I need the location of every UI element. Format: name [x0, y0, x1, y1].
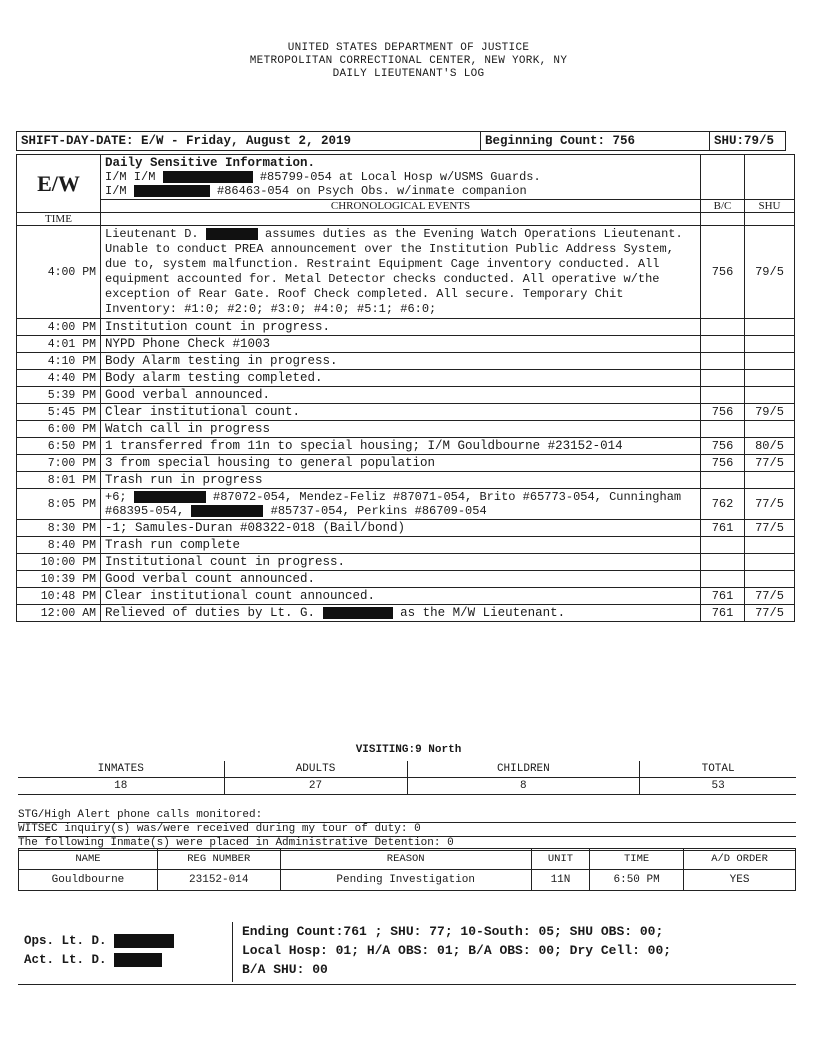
divider [18, 984, 796, 985]
entry-shu [745, 336, 795, 353]
visiting-value: 53 [640, 778, 796, 795]
document-header [0, 42, 817, 81]
entry-time: 8:01 PM [17, 472, 101, 489]
entry-bc [701, 387, 745, 404]
entry-shu: 80/5 [745, 438, 795, 455]
act-lieutenant: Act. Lt. D. [24, 953, 107, 967]
admin-header: UNIT [531, 849, 589, 870]
entry-text: as the M/W Lieutenant. [400, 606, 566, 620]
log-entry [17, 554, 795, 571]
entry-shu: 77/5 [745, 588, 795, 605]
log-entry [17, 588, 795, 605]
log-entry [17, 537, 795, 554]
redaction [191, 505, 263, 517]
sensitive-line2-pre: I/M [105, 184, 127, 198]
witsec-note: WITSEC inquiry(s) was/were received during my tour of duty: 0 [18, 823, 796, 837]
shift-code: E/W [37, 170, 80, 196]
redaction [206, 228, 258, 240]
redaction [114, 953, 162, 967]
visiting-value: 8 [407, 778, 640, 795]
entry-bc [701, 421, 745, 438]
entry-text: Institution count in progress. [101, 319, 701, 336]
entry-bc: 756 [701, 226, 745, 319]
beginning-count: Beginning Count: 756 [481, 132, 710, 151]
entry-text-pre: +6; [105, 490, 127, 504]
admin-cell: Gouldbourne [19, 870, 158, 891]
entry-bc: 761 [701, 605, 745, 622]
entry-time: 8:40 PM [17, 537, 101, 554]
entry-text: Trash run in progress [101, 472, 701, 489]
entry-bc [701, 472, 745, 489]
log-entry [17, 455, 795, 472]
log-entry [17, 353, 795, 370]
entry-time: 10:00 PM [17, 554, 101, 571]
log-entry [17, 226, 795, 319]
entry-bc: 756 [701, 404, 745, 421]
entry-shu: 79/5 [745, 226, 795, 319]
sensitive-title: Daily Sensitive Information. [105, 156, 316, 170]
entry-time: 6:00 PM [17, 421, 101, 438]
shift-day-date: SHIFT-DAY-DATE: E/W - Friday, August 2, 2019 [17, 132, 481, 151]
entry-bc [701, 554, 745, 571]
time-header: TIME [17, 213, 101, 226]
entry-shu [745, 370, 795, 387]
entry-shu [745, 537, 795, 554]
visiting-title: VISITING:9 North [355, 744, 462, 756]
entry-text: 3 from special housing to general population [101, 455, 701, 472]
admin-header: TIME [590, 849, 684, 870]
entry-text: NYPD Phone Check #1003 [101, 336, 701, 353]
entry-shu [745, 554, 795, 571]
entry-text: #87072-054, Mendez-Feliz #87071-054, Brito #65773-054, Cunningham #68395-054, [105, 490, 682, 518]
admin-cell: 23152-014 [157, 870, 280, 891]
log-entry [17, 421, 795, 438]
entry-shu [745, 472, 795, 489]
header-log-title: DAILY LIEUTENANT'S LOG [332, 68, 485, 80]
log-entry [17, 571, 795, 588]
entry-time: 5:45 PM [17, 404, 101, 421]
header-agency: UNITED STATES DEPARTMENT OF JUSTICE [287, 42, 530, 54]
redaction [134, 185, 210, 197]
events-header: CHRONOLOGICAL EVENTS [101, 200, 701, 213]
entry-shu [745, 571, 795, 588]
visiting-header: CHILDREN [407, 761, 640, 778]
entry-text: Good verbal count announced. [101, 571, 701, 588]
entry-time: 4:00 PM [17, 319, 101, 336]
admin-cell: 6:50 PM [590, 870, 684, 891]
log-entry [17, 438, 795, 455]
chronological-log-table [16, 154, 795, 622]
entry-time: 8:05 PM [17, 489, 101, 520]
entry-time: 4:10 PM [17, 353, 101, 370]
redaction [114, 934, 174, 948]
log-entry [17, 370, 795, 387]
sensitive-line1-pre: I/M I/M [105, 170, 156, 184]
ending-count-line3: B/A SHU: 00 [242, 962, 328, 977]
entry-time: 10:39 PM [17, 571, 101, 588]
entry-bc: 756 [701, 438, 745, 455]
entry-text-pre: Relieved of duties by Lt. G. [105, 606, 316, 620]
entry-shu: 77/5 [745, 489, 795, 520]
entry-bc [701, 319, 745, 336]
signoff-section [18, 922, 796, 986]
entry-bc [701, 353, 745, 370]
entry-bc: 762 [701, 489, 745, 520]
entry-text: Institutional count in progress. [101, 554, 701, 571]
entry-time: 4:00 PM [17, 226, 101, 319]
entry-text: assumes duties as the Evening Watch Operations Lieutenant. Unable to conduct PREA announcement over the Institution Public Address System, due to, system malfunction. Restraint Equipment Cage inventory conducted. All equipment accounted for. Metal Detector checks conducted. All operative w/the exception of Rear Gate. Roof Check completed. All secure. Temporary Chit Inventory: #1:0; #2:0; #3:0; #4:0; #5:1; #6:0; [105, 227, 683, 316]
entry-shu [745, 421, 795, 438]
shift-header-table [16, 131, 786, 151]
entry-bc [701, 537, 745, 554]
entry-text: Body alarm testing completed. [101, 370, 701, 387]
entry-text: Body Alarm testing in progress. [101, 353, 701, 370]
entry-shu: 79/5 [745, 404, 795, 421]
entry-bc [701, 370, 745, 387]
stg-note: STG/High Alert phone calls monitored: [18, 809, 796, 823]
sensitive-info-row [17, 155, 795, 200]
entry-shu [745, 353, 795, 370]
entry-time: 7:00 PM [17, 455, 101, 472]
column-header-row [17, 200, 795, 213]
redaction [323, 607, 393, 619]
entry-time: 4:40 PM [17, 370, 101, 387]
log-entry [17, 520, 795, 537]
entry-time: 5:39 PM [17, 387, 101, 404]
entry-shu: 77/5 [745, 520, 795, 537]
admin-detention-note: The following Inmate(s) were placed in Administrative Detention: 0 [18, 837, 796, 851]
entry-shu: 77/5 [745, 605, 795, 622]
admin-detention-table [18, 848, 796, 891]
divider [232, 922, 233, 982]
log-entry [17, 336, 795, 353]
shu-count: SHU:79/5 [710, 132, 786, 151]
entry-text-pre: Lieutenant D. [105, 227, 199, 241]
log-entry [17, 319, 795, 336]
visiting-table [18, 761, 796, 795]
entry-time: 4:01 PM [17, 336, 101, 353]
entry-bc: 761 [701, 588, 745, 605]
entry-bc: 756 [701, 455, 745, 472]
admin-header: REG NUMBER [157, 849, 280, 870]
bc-header: B/C [701, 200, 745, 213]
entry-text: Trash run complete [101, 537, 701, 554]
visiting-header: TOTAL [640, 761, 796, 778]
entry-bc [701, 336, 745, 353]
entry-text: Good verbal announced. [101, 387, 701, 404]
ending-count-line1: Ending Count:761 ; SHU: 77; 10-South: 05; SHU OBS: 00; [242, 924, 664, 939]
entry-bc: 761 [701, 520, 745, 537]
ops-lieutenant: Ops. Lt. D. [24, 934, 107, 948]
entry-text: Clear institutional count. [101, 404, 701, 421]
ending-count-line2: Local Hosp: 01; H/A OBS: 01; B/A OBS: 00; Dry Cell: 00; [242, 943, 672, 958]
sensitive-line1-post: #85799-054 at Local Hosp w/USMS Guards. [259, 170, 541, 184]
admin-header: A/D ORDER [684, 849, 796, 870]
admin-cell: 11N [531, 870, 589, 891]
admin-header: REASON [280, 849, 531, 870]
redaction [134, 491, 206, 503]
entry-text: -1; Samules-Duran #08322-018 (Bail/bond) [101, 520, 701, 537]
admin-cell: Pending Investigation [280, 870, 531, 891]
visiting-header: ADULTS [224, 761, 407, 778]
log-entry [17, 387, 795, 404]
entry-text: Clear institutional count announced. [101, 588, 701, 605]
log-entry [17, 605, 795, 622]
entry-time: 10:48 PM [17, 588, 101, 605]
entry-text-post: #85737-054, Perkins #86709-054 [270, 504, 487, 518]
sensitive-line2-post: #86463-054 on Psych Obs. w/inmate companion [217, 184, 527, 198]
entry-text: Watch call in progress [101, 421, 701, 438]
log-entry [17, 472, 795, 489]
entry-shu [745, 387, 795, 404]
entry-time: 6:50 PM [17, 438, 101, 455]
entry-time: 12:00 AM [17, 605, 101, 622]
shu-header: SHU [745, 200, 795, 213]
entry-text: 1 transferred from 11n to special housing; I/M Gouldbourne #23152-014 [101, 438, 701, 455]
visiting-value: 18 [18, 778, 224, 795]
entry-time: 8:30 PM [17, 520, 101, 537]
visiting-value: 27 [224, 778, 407, 795]
notes-section [18, 809, 796, 851]
entry-bc [701, 571, 745, 588]
entry-shu: 77/5 [745, 455, 795, 472]
visiting-header: INMATES [18, 761, 224, 778]
admin-cell: YES [684, 870, 796, 891]
redaction [163, 171, 253, 183]
log-entry [17, 489, 795, 520]
admin-header: NAME [19, 849, 158, 870]
entry-shu [745, 319, 795, 336]
header-facility: METROPOLITAN CORRECTIONAL CENTER, NEW YORK, NY [249, 55, 568, 67]
log-entry [17, 404, 795, 421]
